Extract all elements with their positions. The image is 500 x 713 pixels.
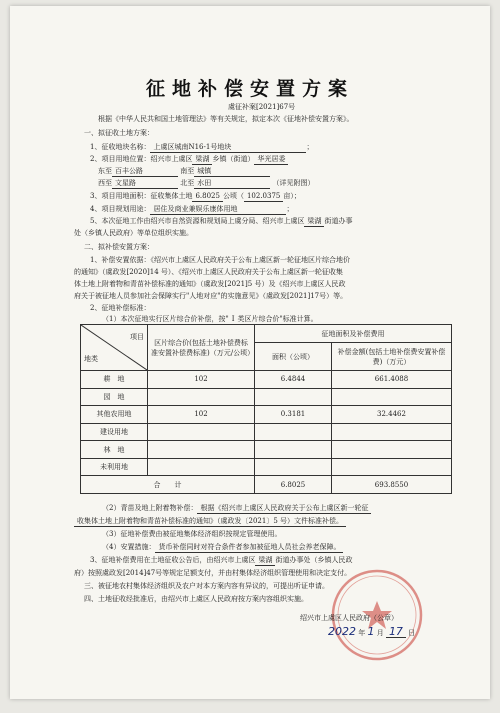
north-label: 北至: [180, 179, 195, 187]
date-month-label: 月: [376, 629, 384, 637]
header-price: 区片综合价(包括土地补偿费标准安置补偿费标准)（万元/公顷）: [148, 325, 255, 371]
planned-use-line: 4、项目规划用途： 居住及商业兼娱乐康体用地 ；: [90, 205, 294, 213]
see-map-note: （详见附图）: [272, 179, 315, 187]
location-line: [90, 154, 288, 165]
row-area: 0.3181: [255, 406, 332, 424]
row-compensation: [332, 423, 452, 441]
header-area-group: 征地面积及补偿费用: [255, 325, 452, 343]
seedling-line-1: [102, 503, 371, 514]
date-month: 1: [367, 625, 375, 638]
date-year: 2022: [328, 625, 356, 638]
resettlement-line: [102, 542, 343, 553]
seedling-text-2: 收集体土地上附着物和青苗补偿标准的通知》（虞政发〔2021〕5 号）文件标准补偿。: [74, 516, 346, 527]
seedling-label: （2）青苗及地上附着物补偿：: [102, 504, 198, 512]
payment-suffix: 街道办事处（乡镇人民政: [275, 556, 353, 564]
row-price: 102: [148, 371, 255, 389]
date-day: 17: [386, 627, 406, 638]
boundary-west-north: [98, 178, 314, 189]
row-compensation: 661.4088: [332, 371, 452, 389]
east-label: 东至: [98, 167, 112, 175]
page-title: 征地补偿安置方案: [145, 78, 354, 100]
west-label: 西至: [98, 179, 112, 187]
location-town-suffix: 乡镇（街道）: [212, 155, 255, 163]
parcel-name-label: 1、征收地块名称：: [90, 143, 151, 151]
south-label: 南至: [180, 167, 195, 175]
table-total-row: [81, 476, 452, 494]
location-town: 梁湖: [192, 154, 212, 165]
basis-line-2: 的通知》（虞政发[2020]14 号）、《绍兴市上虞区人民政府关于公布上虞区新一轮征收集: [74, 268, 343, 276]
area-hectares: 6.8025: [192, 191, 223, 202]
total-label: 合 计: [81, 476, 255, 494]
row-area: [255, 441, 332, 459]
implementer-suffix: 街道办事: [324, 217, 353, 225]
area-line: [90, 191, 301, 202]
east-boundary: 百丰公路: [112, 166, 178, 177]
row-price: [148, 441, 255, 459]
row-land-type: 未利用地: [81, 458, 148, 476]
section-2-heading: 二、拟补偿安置方案：: [84, 243, 154, 251]
row-compensation: 32.4462: [332, 406, 452, 424]
header-item: 项目: [130, 332, 144, 341]
standard-text-a: （1）本次征地实行区片综合价补偿，按": [102, 315, 229, 323]
north-boundary: 水田: [194, 178, 270, 189]
section-1-heading: 一、拟征收土地方案：: [84, 129, 154, 137]
basis-line-4: 府关于被征地人员参加社会保障实行"人地对应"的实施意见》（虞政发[2021]17号）等。: [74, 292, 348, 300]
boundary-east-south: [98, 166, 270, 177]
table-row: [81, 423, 452, 441]
planned-use-label: 4、项目规划用途：: [90, 205, 151, 213]
row-area: [255, 388, 332, 406]
area-mu: 102.0375: [244, 191, 283, 202]
row-price: 102: [148, 406, 255, 424]
payment-line-1: [90, 555, 352, 566]
row-price: [148, 388, 255, 406]
standard-heading: 2、征地补偿标准：: [90, 304, 151, 312]
row-price: [148, 458, 255, 476]
date-year-label: 年: [358, 629, 366, 637]
basis-line-3: 体土地上附着物和青苗补偿标准的通知》（虞政发[2021]5 号）及《绍兴市上虞区人民政: [74, 280, 346, 288]
row-land-type: 其他农用地: [81, 406, 148, 424]
area-label: 3、项目用地面积：征收集体土地: [90, 192, 193, 200]
table-corner-header: [81, 325, 148, 371]
table-row: [81, 458, 452, 476]
seedling-text: 根据《绍兴市上虞区人民政府关于公布上虞区新一轮征: [197, 503, 371, 514]
area-mu-unit: 亩）；: [283, 192, 301, 200]
parcel-name-line: 1、征收地块名称： 上虞区城南N16-1号地块 ；: [90, 143, 314, 151]
table-row: [81, 371, 452, 389]
header-land-type: 地类: [84, 354, 98, 363]
basis-line-1: 1、补偿安置依据：《绍兴市上虞区人民政府关于公布上虞区新一轮征地区片综合地价: [90, 256, 350, 264]
compensation-table: [80, 324, 452, 494]
document-page: [10, 6, 490, 699]
payment-text: 3、征地补偿费用在土地征收公告后，由绍兴市上虞区: [90, 556, 256, 564]
planned-use-value: 居住及商业兼娱乐康体用地: [150, 204, 286, 215]
implementer-line: [90, 216, 352, 227]
payment-line-2: 府）按照虞政发[2014]47号等规定足额支付，并由村集体经济组织管理使用和决定支付。: [74, 569, 352, 577]
location-village: 华光居委: [254, 154, 288, 165]
document-number: 虞征补案[2021]67号: [228, 103, 296, 111]
section-4-paragraph: 四、土地征收经批准后，由绍兴市上虞区人民政府按方案内容组织实施。: [84, 595, 308, 603]
implementer-town: 梁湖: [304, 216, 324, 227]
total-compensation: 693.8550: [332, 476, 452, 494]
table-row: [81, 388, 452, 406]
standard-grade: Ⅰ: [229, 314, 238, 325]
area-hectare-unit: 公顷（: [222, 192, 244, 200]
section-3-paragraph: 三、被征地农村集体经济组织及农户对本方案内容有异议的，可提出听证申请。: [84, 582, 329, 590]
date-day-label: 日: [408, 629, 416, 637]
intro-paragraph: 根据《中华人民共和国土地管理法》等有关规定，拟定本次《征地补偿安置方案》。: [98, 115, 354, 123]
header-area: 面积（公顷）: [255, 343, 332, 371]
row-compensation: [332, 388, 452, 406]
fee-management-line: （3）征地补偿费由被征地集体经济组织按规定管理使用。: [102, 530, 282, 538]
payment-town: 梁湖: [255, 555, 275, 566]
row-price: [148, 423, 255, 441]
resettlement-text: 货币补偿同时对符合条件者参加被征地人员社会养老保障。: [155, 542, 343, 553]
total-area: 6.8025: [255, 476, 332, 494]
row-compensation: [332, 458, 452, 476]
location-label: 2、项目用地位置：绍兴市上虞区: [90, 155, 193, 163]
row-area: 6.4844: [255, 371, 332, 389]
implementer-text: 5、本次征地工作由绍兴市自然资源和规划局上虞分局、绍兴市上虞区: [90, 217, 305, 225]
implementer-line-2: 处（乡镇人民政府）等单位组织实施。: [74, 229, 193, 237]
resettlement-label: （4）安置措施：: [102, 543, 156, 551]
west-boundary: 文星路: [112, 178, 178, 189]
row-land-type: 林 地: [81, 441, 148, 459]
table-row: [81, 406, 452, 424]
signing-organization: 绍兴市上虞区人民政府（公章）: [300, 614, 398, 622]
standard-text-b: 类区片综合价"标准计算。: [237, 315, 318, 323]
parcel-name-value: 上虞区城南N16-1号地块: [150, 142, 306, 153]
row-compensation: [332, 441, 452, 459]
seedling-line-2: [74, 516, 346, 527]
header-compensation: 补偿金额(包括土地补偿费安置补偿费)（万元）: [332, 343, 452, 371]
signing-date: [328, 627, 415, 641]
south-boundary: 城镇: [194, 166, 270, 177]
row-land-type: 耕 地: [81, 371, 148, 389]
row-land-type: 园 地: [81, 388, 148, 406]
row-land-type: 建设用地: [81, 423, 148, 441]
row-area: [255, 458, 332, 476]
row-area: [255, 423, 332, 441]
table-row: [81, 441, 452, 459]
